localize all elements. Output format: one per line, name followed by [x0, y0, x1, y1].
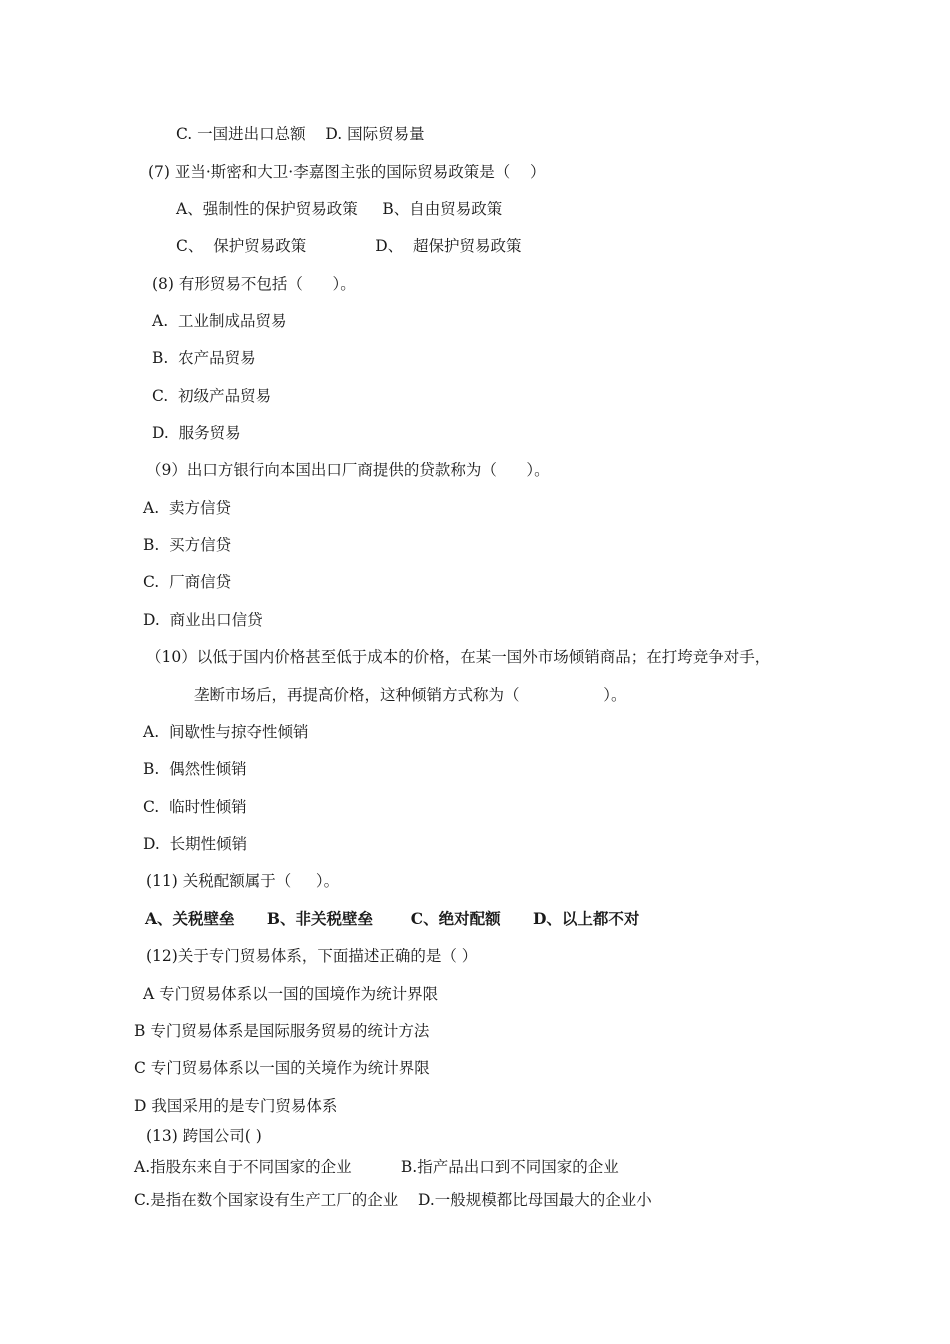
q9-option-c: C. 厂商信贷 [143, 573, 232, 591]
q12-option-d: D 我国采用的是专门贸易体系 [134, 1097, 338, 1115]
q11-question: (11) 关税配额属于（ ）。 [146, 872, 340, 890]
q13-question: (13) 跨国公司( ) [146, 1127, 262, 1145]
q9-option-a: A. 卖方信贷 [143, 499, 231, 517]
q10-option-a: A. 间歇性与掠夺性倾销 [143, 723, 309, 741]
q7-options-cd: C、 保护贸易政策 D、 超保护贸易政策 [176, 237, 522, 255]
q11-options: A、关税壁垒 B、非关税壁垒 C、绝对配额 D、以上都不对 [145, 909, 640, 928]
q7-options-ab: A、强制性的保护贸易政策 B、自由贸易政策 [176, 200, 503, 218]
q9-option-b: B. 买方信贷 [143, 536, 232, 554]
q12-option-b: B 专门贸易体系是国际服务贸易的统计方法 [134, 1022, 430, 1040]
q12-option-c: C 专门贸易体系以一国的关境作为统计界限 [134, 1059, 430, 1077]
q10-question-line1: （10）以低于国内价格甚至低于成本的价格，在某一国外市场倾销商品；在打垮竞争对手， [146, 648, 771, 666]
q9-option-d: D. 商业出口信贷 [143, 611, 263, 629]
q9-question: （9）出口方银行向本国出口厂商提供的贷款称为（ ）。 [146, 461, 550, 479]
q6-options-cd: C. 一国进出口总额 D. 国际贸易量 [176, 125, 425, 143]
q10-question-line2: 垄断市场后，再提高价格，这种倾销方式称为（ ）。 [194, 686, 627, 704]
q10-option-b: B. 偶然性倾销 [143, 760, 247, 778]
q13-options-cd: C.是指在数个国家设有生产工厂的企业 D.一般规模都比母国最大的企业小 [134, 1191, 652, 1209]
q13-options-ab: A.指股东来自于不同国家的企业 B.指产品出口到不同国家的企业 [134, 1158, 619, 1176]
q10-option-d: D. 长期性倾销 [143, 835, 248, 853]
q8-question: (8) 有形贸易不包括（ ）。 [152, 275, 356, 293]
q12-question: (12)关于专门贸易体系，下面描述正确的是（ ） [146, 947, 478, 965]
q8-option-b: B. 农产品贸易 [152, 349, 256, 367]
q10-option-c: C. 临时性倾销 [143, 798, 247, 816]
q8-option-c: C. 初级产品贸易 [152, 387, 272, 405]
q12-option-a: A 专门贸易体系以一国的国境作为统计界限 [143, 985, 439, 1003]
q7-question: (7) 亚当·斯密和大卫·李嘉图主张的国际贸易政策是（ ） [148, 163, 546, 181]
q8-option-d: D. 服务贸易 [152, 424, 241, 442]
q8-option-a: A. 工业制成品贸易 [152, 312, 287, 330]
